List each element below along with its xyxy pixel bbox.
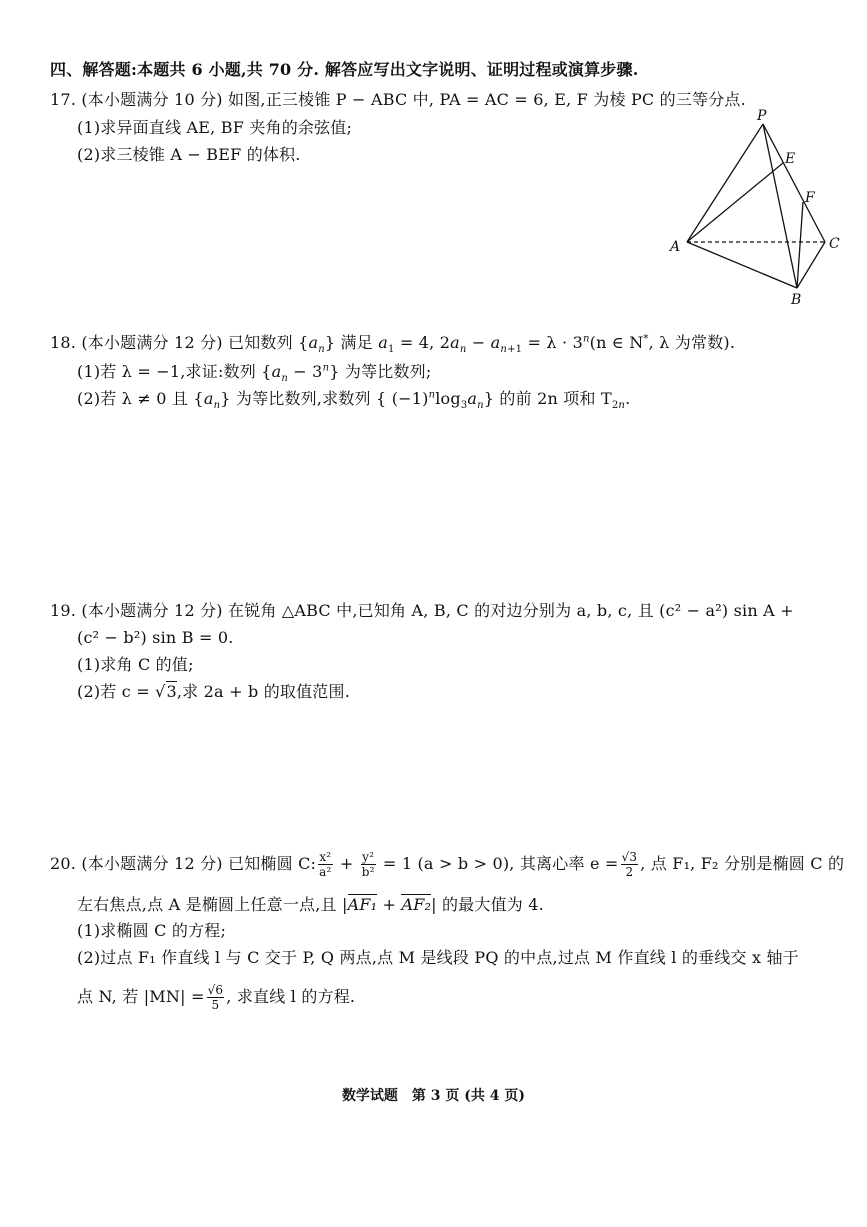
q19-stem-cont: (c² − b²) sin B = 0.	[77, 628, 234, 647]
label-a: A	[670, 239, 681, 255]
label-p: P	[757, 108, 767, 124]
pyramid-figure	[665, 108, 850, 308]
q19-part2: (2)若 c = √3,求 2a + b 的取值范围.	[77, 682, 350, 701]
q20-stem-cont: 左右焦点,点 A 是椭圆上任意一点,且 |AF₁ + AF₂| 的最大值为 4.	[77, 895, 544, 914]
page-footer: 数学试题 第 3 页 (共 4 页)	[341, 1088, 526, 1104]
q17-part2: (2)求三棱锥 A − BEF 的体积.	[77, 145, 301, 164]
q20-part1: (1)求椭圆 C 的方程;	[77, 921, 227, 940]
q18-part1: (1)若 λ = −1,求证:数列 $\{a_n - 3^n\}$ 为等比数列;	[77, 362, 432, 385]
label-c: C	[829, 236, 840, 252]
q20-part2-cont: 点 N, 若 |MN| = $\frac{√6}{5}$ , 求直线 l 的方程.	[77, 983, 356, 1012]
label-e: E	[785, 151, 796, 167]
q18-stem: 18. (本小题满分 12 分) 已知数列 $\{a_n\}$ 满足 $a_1 = 4$, $2a_n - a_{n+1} = \lambda \cdot 3^n(n$ ∈ N*, λ 为常数).	[50, 333, 736, 356]
q17-part1: (1)求异面直线 AE, BF 夹角的余弦值;	[77, 118, 353, 137]
q18-part2: (2)若 λ ≠ 0 且 $\{a_n\}$ 为等比数列,求数列 { $(-1)^n\log_3a_n$} 的前 2n 项和 $T_{2n}$.	[77, 389, 631, 412]
q19-stem: 19. (本小题满分 12 分) 在锐角 △ABC 中,已知角 A, B, C 的对边分别为 a, b, c, 且 (c² − a²) sin A +	[50, 601, 794, 620]
q17-stem: 17. (本小题满分 10 分) 如图,正三棱锥 P − ABC 中, PA = AC = 6, E, F 为棱 PC 的三等分点.	[50, 90, 746, 109]
section-heading: 四、解答题:本题共 6 小题,共 70 分. 解答应写出文字说明、证明过程或演算步骤.	[50, 60, 639, 79]
q20-stem: 20. (本小题满分 12 分) 已知椭圆 C: $\frac{\text{x²}}{\text{a²}}$ + $\frac{\text{y²}}{\text{b²}}$ = 1 (a > b > 0), 其离心率 e = $\frac{√3}{2}$ , 点 F₁, F₂ 分别是椭圆 C 的	[50, 850, 845, 879]
label-f: F	[805, 190, 815, 206]
q20-part2: (2)过点 F₁ 作直线 l 与 C 交于 P, Q 两点,点 M 是线段 PQ 的中点,过点 M 作直线 l 的垂线交 x 轴于	[77, 948, 799, 967]
label-b: B	[791, 292, 802, 308]
q19-part1: (1)求角 C 的值;	[77, 655, 194, 674]
